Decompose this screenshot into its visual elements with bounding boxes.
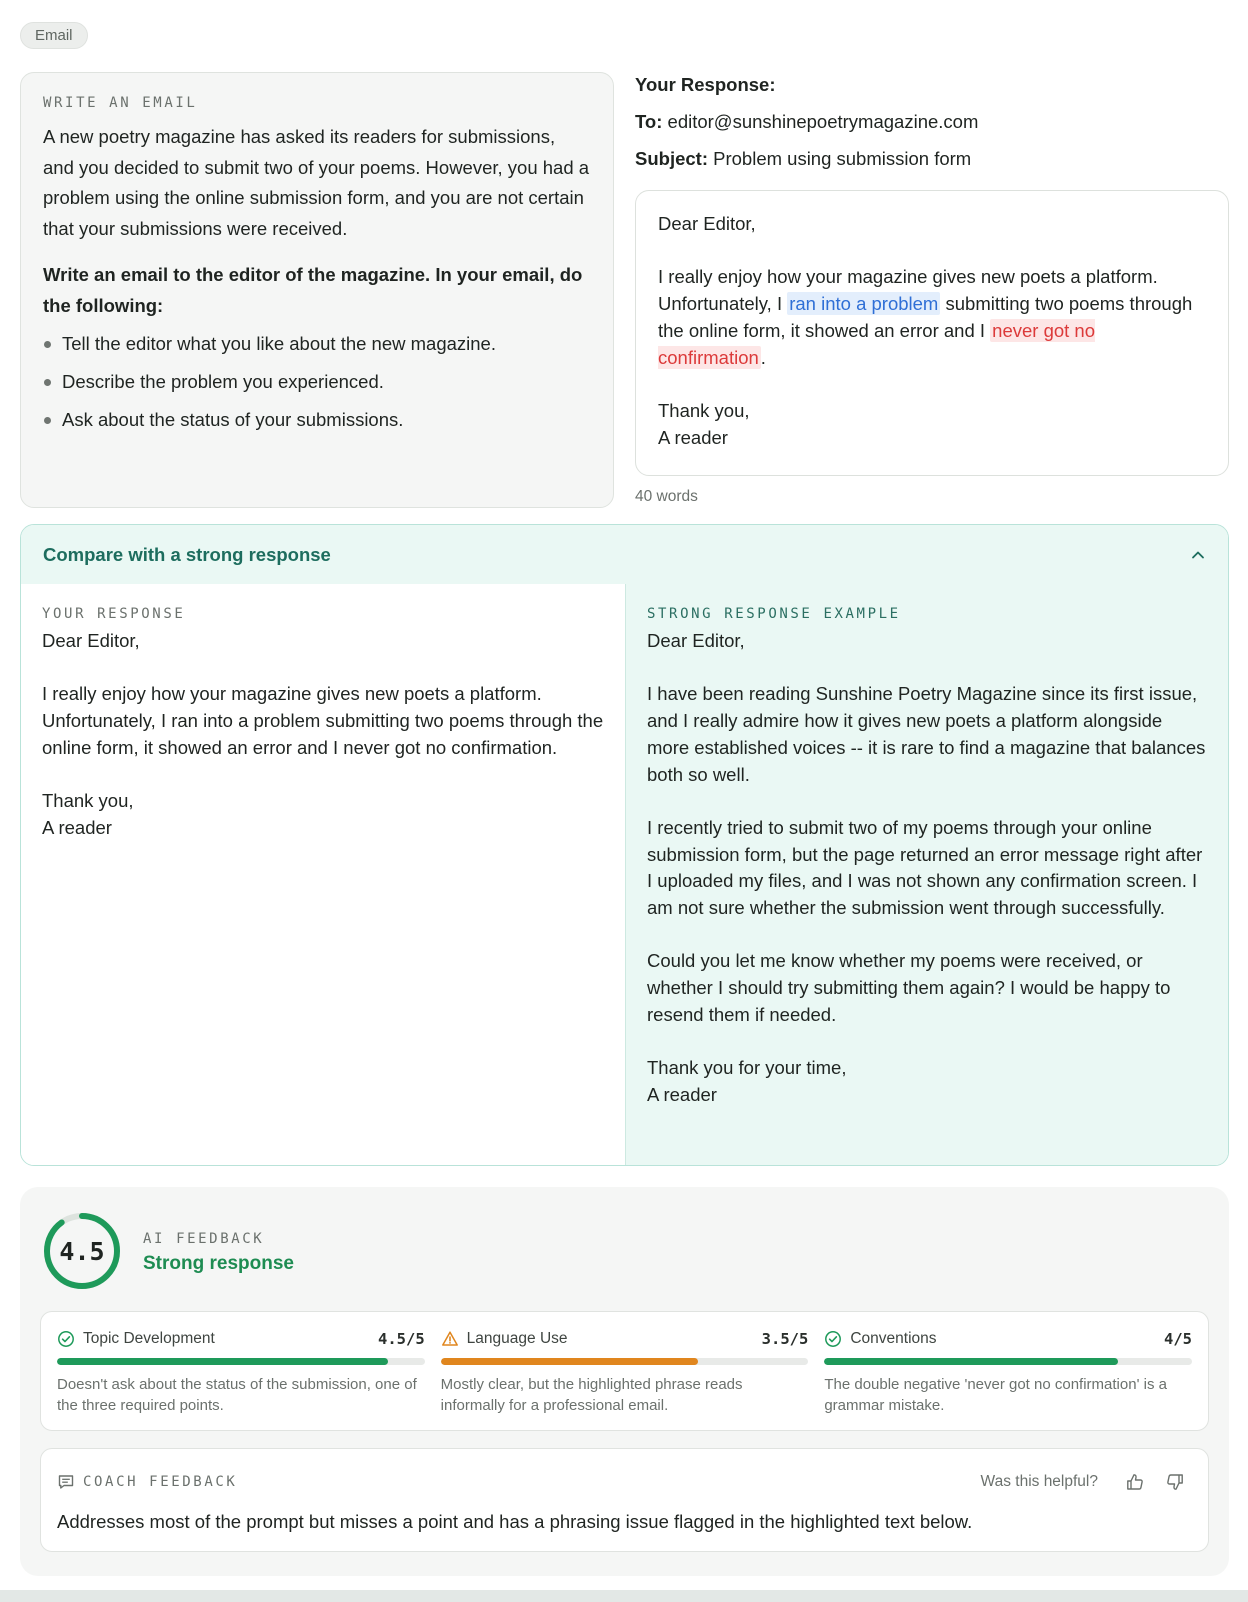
- metric-bar-fill: [824, 1358, 1118, 1365]
- phrasing-highlight[interactable]: ran into a problem: [789, 293, 939, 315]
- metric-description: The double negative 'never got no confirmation' is a grammar mistake.: [824, 1376, 1167, 1414]
- chevron-up-icon[interactable]: [1190, 547, 1206, 563]
- metric-language-use: [441, 1328, 809, 1414]
- subject-line: Subject: Problem using submission form: [635, 148, 972, 169]
- coach-feedback-label: COACH FEEDBACK: [83, 1474, 238, 1490]
- metric-score: 4/5: [1164, 1330, 1193, 1348]
- metric-description: Doesn't ask about the status of the submission, one of the three required points.: [57, 1376, 417, 1414]
- strong-response-label: STRONG RESPONSE EXAMPLE: [647, 606, 901, 622]
- helpful-prompt: Was this helpful?: [980, 1473, 1098, 1490]
- strong-response-greeting: Dear Editor,: [647, 630, 745, 651]
- metric-conventions: [824, 1328, 1192, 1414]
- ai-feedback-label: AI FEEDBACK: [143, 1231, 265, 1247]
- metric-score: 3.5/5: [761, 1330, 809, 1348]
- response-body: I really enjoy how your magazine gives new poets a platform. Unfortunately, I ran into a problem submitting two poems through the online form, it showed an error and I never got no confirmation .: [658, 266, 1193, 368]
- grammar-highlight[interactable]: never got no confirmation: [658, 319, 1096, 368]
- metric-bar-fill: [441, 1358, 698, 1365]
- strong-response-signoff: Thank you for your time,: [647, 1057, 847, 1079]
- ai-feedback-panel: [20, 1187, 1229, 1576]
- response-signoff: Thank you,: [658, 399, 750, 421]
- metric-bar-fill: [57, 1358, 388, 1365]
- your-response-column: [21, 584, 625, 1166]
- metric-bar: [57, 1358, 425, 1365]
- rubric-metrics: [40, 1311, 1209, 1431]
- strong-response-signature: A reader: [647, 1083, 717, 1105]
- response-signature: A reader: [658, 426, 728, 448]
- email-tag: Email: [20, 22, 88, 49]
- comment-icon: [57, 1473, 75, 1491]
- prompt-card: [20, 72, 614, 508]
- coach-feedback-card: [40, 1448, 1209, 1552]
- response-header: [635, 72, 1229, 183]
- strong-response-paragraph: I recently tried to submit two of my poems through your online submission form, but the page returned an error message right after I uploaded my files, and I was not shown any confirmation screen. I am not sure whether the submission went through successfully.: [647, 816, 1203, 918]
- to-line: To: editor@sunshinepoetrymagazine.com: [635, 111, 979, 132]
- metric-name: Language Use: [466, 1330, 568, 1347]
- prompt-text: A new poetry magazine has asked its readers for submissions, and you decided to submit two of your poems. However, you had a problem using the online submission form, and you are not certain that your submissions were received.: [43, 126, 590, 239]
- metric-score: 4.5/5: [378, 1330, 425, 1348]
- prompt-bullet: Describe the problem you experienced.: [43, 369, 591, 395]
- metric-bar: [824, 1358, 1192, 1365]
- prompt-eyebrow: WRITE AN EMAIL: [43, 95, 198, 111]
- thumbs-down-icon: [1165, 1472, 1185, 1492]
- response-greeting: Dear Editor,: [658, 213, 756, 234]
- your-response-greeting: Dear Editor,: [42, 630, 140, 651]
- metric-description: Mostly clear, but the highlighted phrase reads informally for a professional email.: [440, 1376, 743, 1414]
- compare-toggle[interactable]: [21, 525, 1228, 584]
- prompt-bullets: [43, 331, 591, 433]
- coach-feedback-text: Addresses most of the prompt but misses a point and has a phrasing issue flagged in the highlighted text below.: [57, 1511, 973, 1532]
- strong-response-paragraph: I have been reading Sunshine Poetry Magazine since its first issue, and I really admire how it gives new poets a platform alongside more established voices -- it is rare to find a magazine that balances both so well.: [647, 683, 1206, 785]
- response-editor[interactable]: [635, 190, 1229, 476]
- metric-bar: [441, 1358, 809, 1365]
- check-circle-icon: [57, 1330, 75, 1348]
- metric-name: Conventions: [850, 1330, 937, 1347]
- word-count: 40 words: [635, 488, 698, 505]
- response-heading: Your Response:: [635, 74, 776, 95]
- your-response-signature: A reader: [42, 816, 112, 838]
- prompt-bullet: Ask about the status of your submissions.: [43, 407, 591, 433]
- metric-name: Topic Development: [83, 1330, 215, 1347]
- check-circle-icon: [824, 1330, 842, 1348]
- warning-triangle-icon: [441, 1330, 459, 1348]
- overall-score: 4.5: [59, 1236, 105, 1266]
- compare-title: Compare with a strong response: [43, 543, 331, 565]
- thumbs-up-button[interactable]: [1118, 1467, 1152, 1497]
- metric-topic-development: [57, 1328, 425, 1414]
- prompt-bullet: Tell the editor what you like about the new magazine.: [43, 331, 591, 357]
- bottom-strip: [0, 1590, 1248, 1602]
- thumbs-up-icon: [1125, 1472, 1145, 1492]
- prompt-instruction: Write an email to the editor of the magazine. In your email, do the following:: [43, 264, 583, 316]
- your-response-signoff: Thank you,: [42, 790, 134, 812]
- feedback-verdict: Strong response: [143, 1253, 294, 1274]
- thumbs-down-button[interactable]: [1158, 1467, 1192, 1497]
- your-response-body: I really enjoy how your magazine gives new poets a platform. Unfortunately, I ran into a problem submitting two poems through the online form, it showed an error and I never got no confirmation.: [42, 683, 604, 758]
- compare-panel: [20, 524, 1229, 1166]
- strong-response-paragraph: Could you let me know whether my poems were received, or whether I should try submitting them again? I would be happy to resend them if needed.: [647, 950, 1171, 1025]
- your-response-label: YOUR RESPONSE: [42, 606, 186, 622]
- strong-response-column: [625, 584, 1228, 1166]
